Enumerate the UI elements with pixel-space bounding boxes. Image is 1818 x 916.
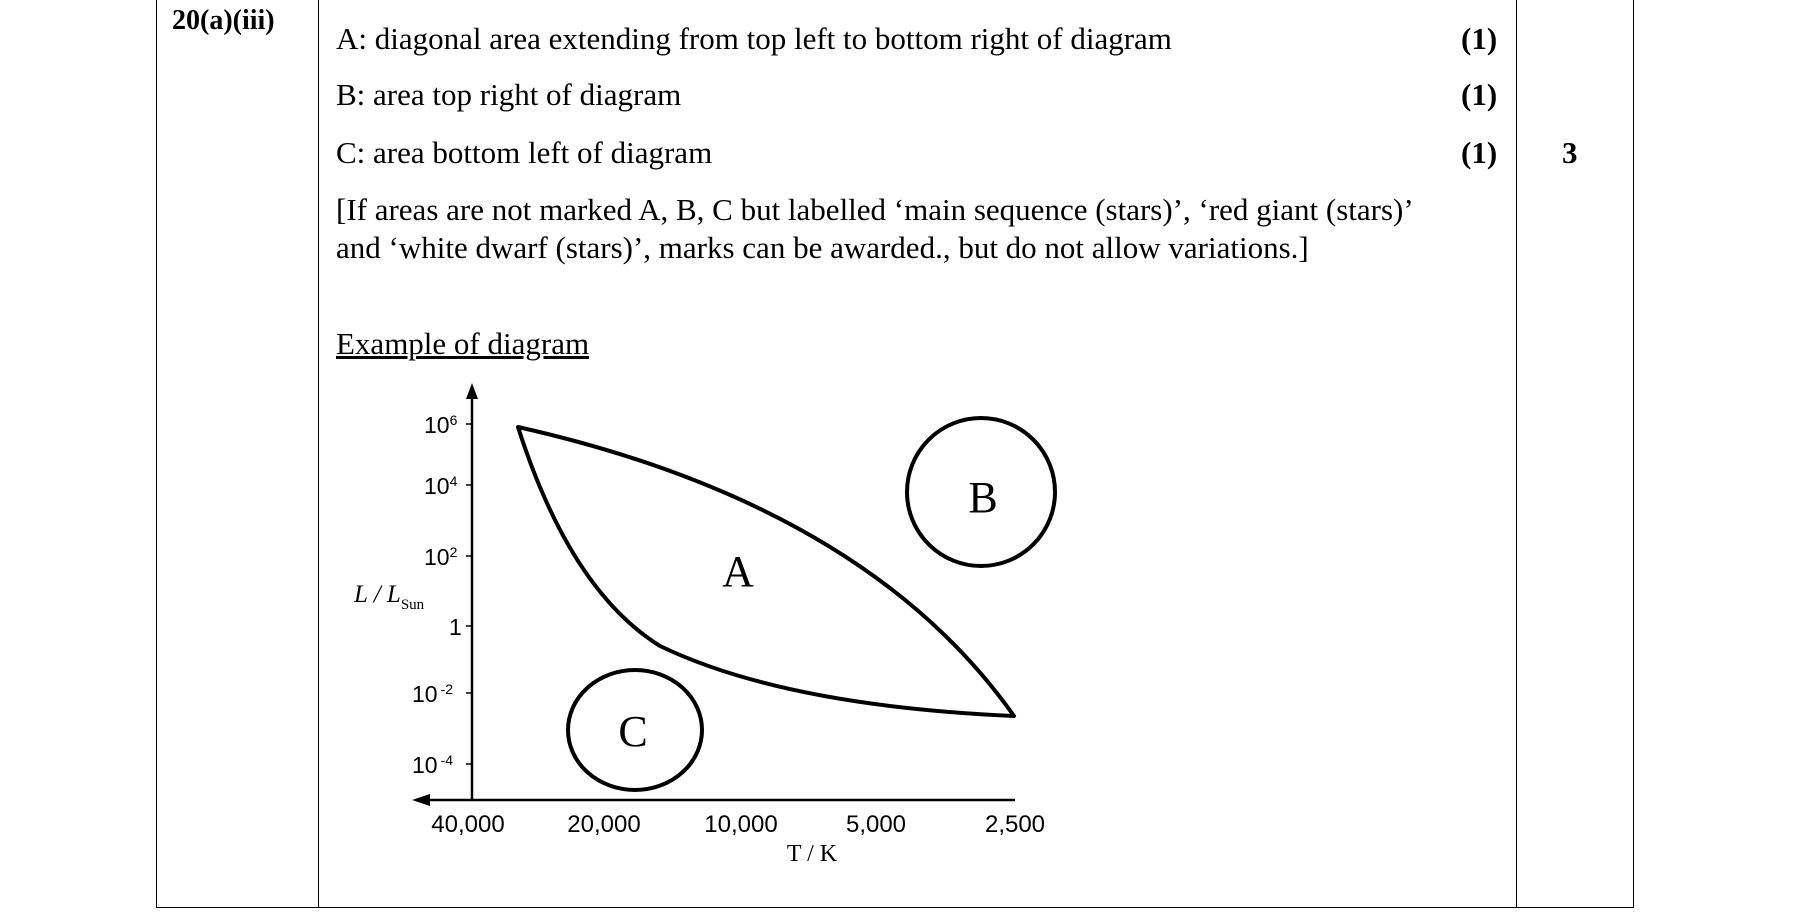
y-tick-label: 10 $^{-2}$ bbox=[412, 681, 454, 707]
y-axis-arrow bbox=[466, 383, 478, 399]
main-sequence-region bbox=[518, 427, 1014, 716]
mark-b: (1) bbox=[1461, 77, 1498, 112]
y-axis-label: L / $L_{Sun}$ bbox=[354, 581, 425, 613]
region-a-label: A bbox=[722, 547, 754, 596]
x-tick-label: 10,000 bbox=[704, 811, 778, 838]
mark-c: (1) bbox=[1461, 135, 1498, 170]
x-tick-label: 2,500 bbox=[984, 811, 1046, 838]
region-c-label: C bbox=[618, 707, 648, 756]
example-heading: Example of diagram bbox=[336, 326, 590, 361]
x-axis-label: T / K bbox=[786, 841, 838, 867]
answer-a: A: diagonal area extending from top left to bottom right of diagram bbox=[336, 21, 1172, 56]
answer-b: B: area top right of diagram bbox=[336, 77, 682, 112]
mark-a: (1) bbox=[1461, 21, 1498, 56]
region-b-label: B bbox=[968, 473, 998, 522]
question-number: 20(a)(iii) bbox=[172, 5, 275, 36]
y-tick-label: 1 bbox=[449, 614, 462, 640]
total-marks: 3 bbox=[1562, 135, 1578, 170]
x-tick-label: 40,000 bbox=[431, 811, 505, 838]
marking-note: [If areas are not marked A, B, C but labelled ‘main sequence (stars)’, ‘red giant (stars)’ and ‘white dwarf (stars)’, marks can be awarded., but do not allow variations.] bbox=[336, 192, 1412, 265]
y-tick-label: $10^6$ bbox=[424, 412, 458, 438]
y-tick-label: 10 $^{-4}$ bbox=[412, 752, 454, 778]
y-tick-label: $10^2$ bbox=[424, 544, 458, 570]
x-axis-arrow bbox=[412, 794, 430, 806]
x-tick-label: 5,000 bbox=[845, 811, 907, 838]
y-tick-label: $10^4$ bbox=[424, 473, 458, 499]
x-tick-label: 20,000 bbox=[567, 811, 641, 838]
answer-c: C: area bottom left of diagram bbox=[336, 135, 713, 170]
